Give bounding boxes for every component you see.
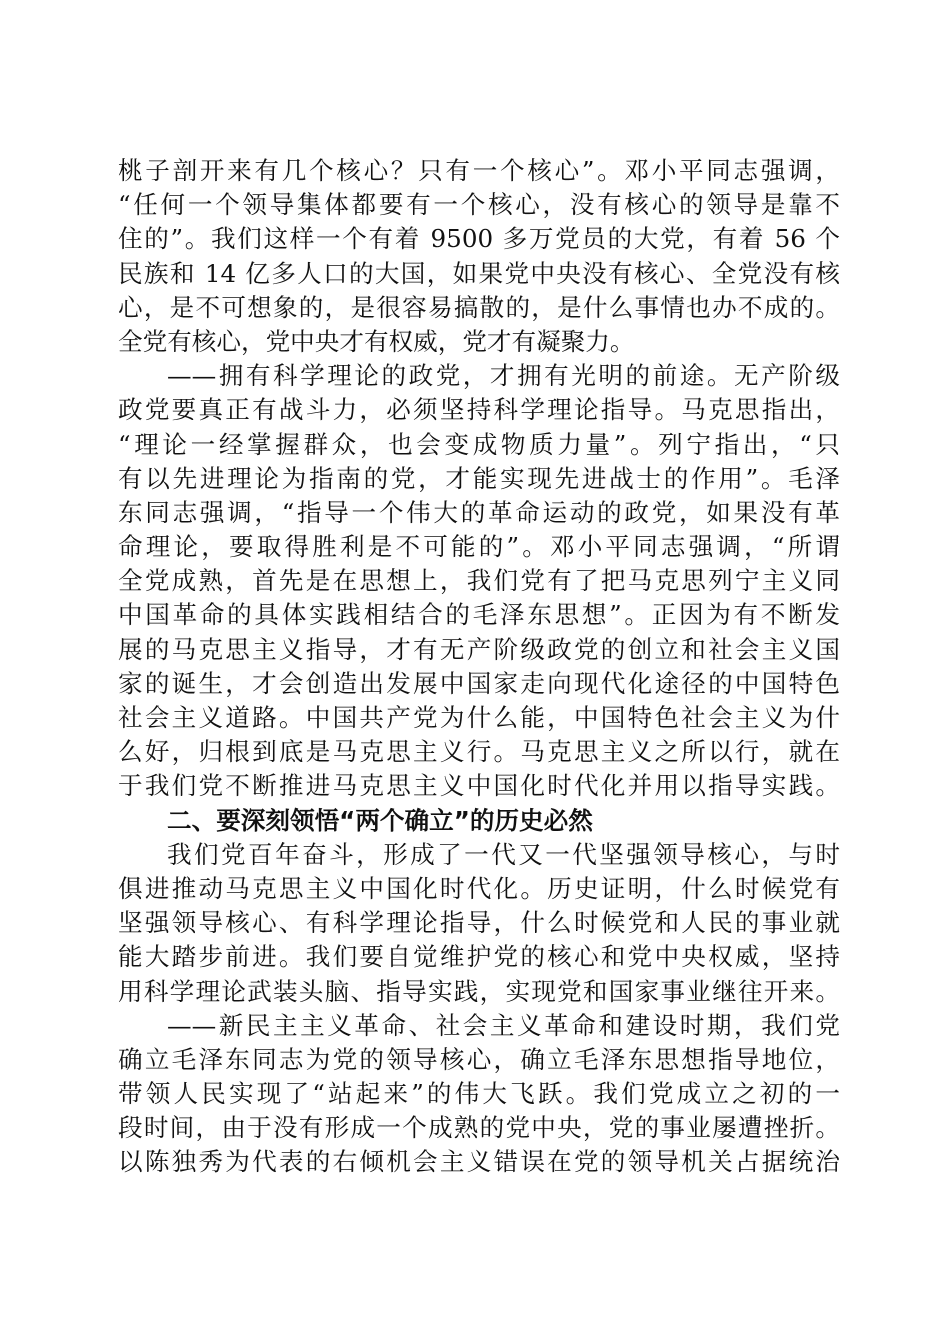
text-line: 以陈独秀为代表的右倾机会主义错误在党的领导机关占据统治 [118,1147,840,1177]
text-line: 确立毛泽东同志为党的领导核心，确立毛泽东思想指导地位， [118,1044,840,1074]
text-line: 用科学理论武装头脑、指导实践，实现党和国家事业继往开来。 [118,976,840,1006]
text-line: 住的”。我们这样一个有着 9500 多万党员的大党，有着 56 个 [118,224,840,254]
text-line: 俱进推动马克思主义中国化时代化。历史证明，什么时候党有 [118,873,840,903]
text-line: 于我们党不断推进马克思主义中国化时代化并用以指导实践。 [118,771,840,801]
text-line: 命理论，要取得胜利是不可能的”。邓小平同志强调，“所谓 [118,532,840,562]
text-line: 社会主义道路。中国共产党为什么能，中国特色社会主义为什 [118,703,840,732]
text-line: 有以先进理论为指南的党，才能实现先进战士的作用”。毛泽 [118,463,840,493]
text-line: 全党有核心，党中央才有权威，党才有凝聚力。 [118,326,635,356]
text-line: 段时间，由于没有形成一个成熟的党中央，党的事业屡遭挫折。 [118,1113,840,1143]
text-line: 么好，归根到底是马克思主义行。马克思主义之所以行，就在 [118,737,840,767]
text-line: 民族和 14 亿多人口的大国，如果党中央没有核心、全党没有核 [118,258,840,288]
text-line: 心，是不可想象的，是很容易搞散的，是什么事情也办不成的。 [118,292,840,322]
text-line: 全党成熟，首先是在思想上，我们党有了把马克思列宁主义同 [118,566,840,596]
text-line: “理论一经掌握群众，也会变成物质力量”。列宁指出，“只 [118,429,840,459]
text-line: 中国革命的具体实践相结合的毛泽东思想”。正因为有不断发 [118,600,840,630]
text-line: 能大踏步前进。我们要自觉维护党的核心和党中央权威，坚持 [118,942,840,972]
text-line: 桃子剖开来有几个核心？只有一个核心”。邓小平同志强调， [118,156,840,185]
text-line: “任何一个领导集体都要有一个核心，没有核心的领导是靠不 [118,190,840,220]
text-line: 东同志强调，“指导一个伟大的革命运动的政党，如果没有革 [118,497,840,527]
text-line: 坚强领导核心、有科学理论指导，什么时候党和人民的事业就 [118,908,840,938]
document-body [118,154,840,1180]
text-line: 家的诞生，才会创造出发展中国家走向现代化途径的中国特色 [118,668,840,698]
text-line: 政党要真正有战斗力，必须坚持科学理论指导。马克思指出， [118,395,840,425]
text-line: ——拥有科学理论的政党，才拥有光明的前途。无产阶级 [167,361,840,391]
section-heading: 二、要深刻领悟“两个确立”的历史必然 [167,805,593,835]
text-line: 展的马克思主义指导，才有无产阶级政党的创立和社会主义国 [118,634,840,664]
text-line: 我们党百年奋斗，形成了一代又一代坚强领导核心，与时 [167,839,840,869]
text-line: ——新民主主义革命、社会主义革命和建设时期，我们党 [167,1010,840,1040]
text-line: 带领人民实现了“站起来”的伟大飞跃。我们党成立之初的一 [118,1079,840,1109]
